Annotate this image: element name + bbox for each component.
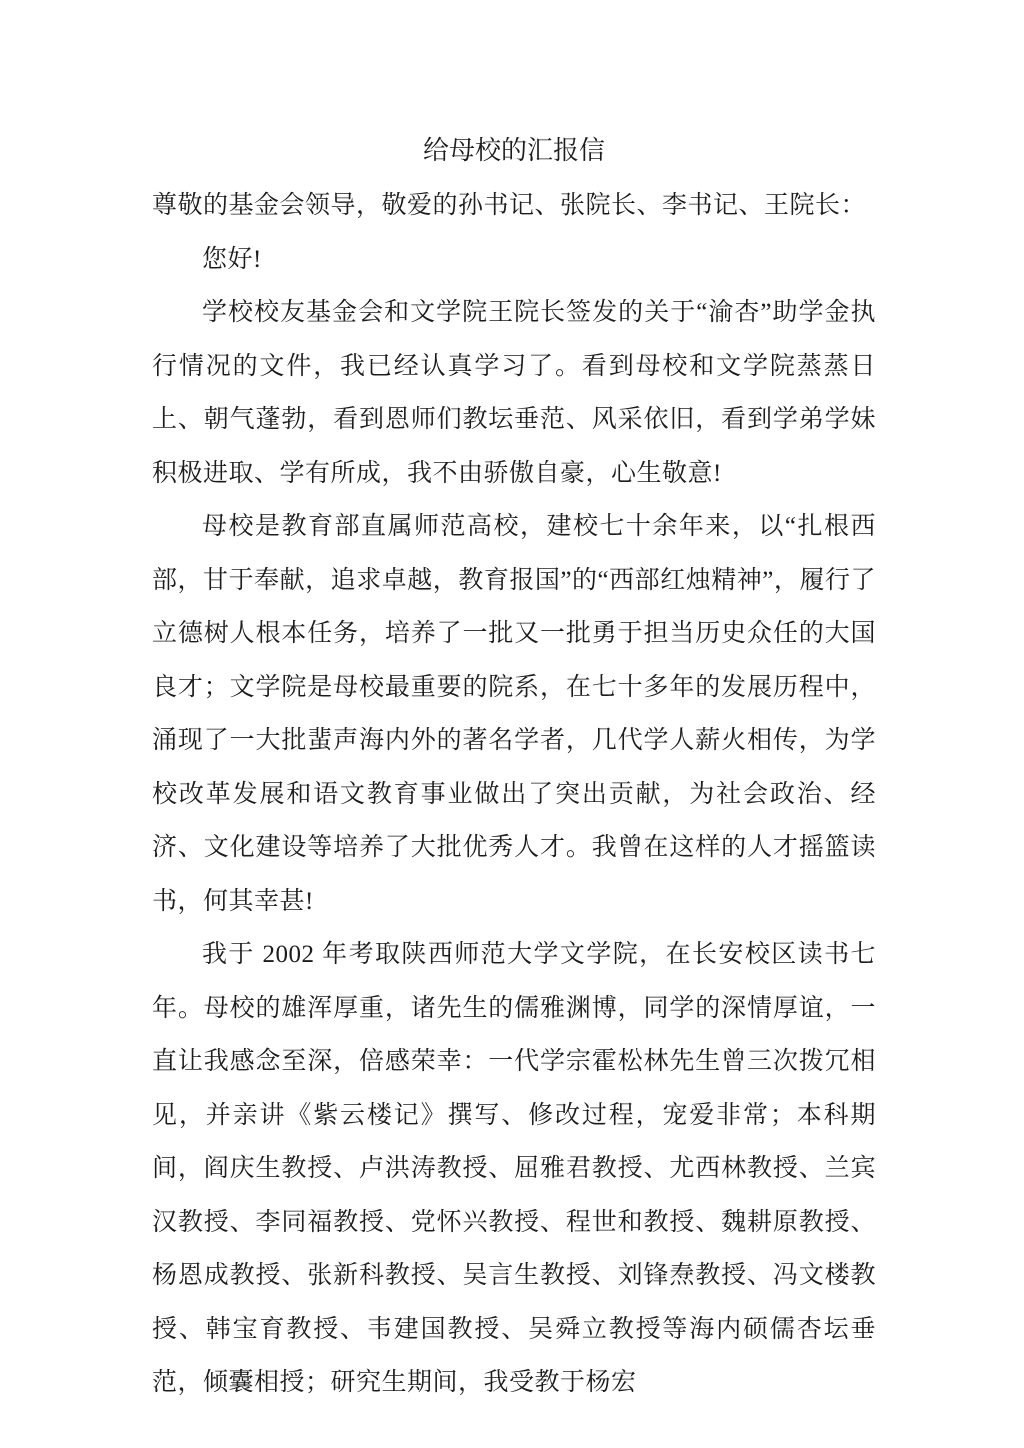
letter-paragraph-1: 学校校友基金会和文学院王院长签发的关于“渝杏”助学金执行情况的文件，我已经认真学习了。看到母校和文学院蒸蒸日上、朝气蓬勃，看到恩师们教坛垂范、风采依旧，看到学弟学妹积极进取、学有所成，我不由骄傲自豪，心生敬意! bbox=[152, 299, 876, 487]
letter-paragraph-3: 我于 2002 年考取陕西师范大学文学院，在长安校区读书七年。母校的雄浑厚重，诸先生的儒雅渊博，同学的深情厚谊，一直让我感念至深，倍感荣幸：一代学宗霍松林先生曾三次拨冗相见，并亲讲《紫云楼记》撰写、修改过程，宠爱非常；本科期间，阎庆生教授、卢洪涛教授、屈雅君教授、尤西林教授、兰宾汉教授、李同福教授、党怀兴教授、程世和教授、魏耕原教授、杨恩成教授、张新科教授、吴言生教授、刘锋焘教授、冯文楼教授、韩宝育教授、韦建国教授、吴舜立教授等海内硕儒杏坛垂范，倾囊相授；研究生期间，我受教于杨宏 bbox=[152, 941, 876, 1396]
letter-paragraph-2: 母校是教育部直属师范高校，建校七十余年来，以“扎根西部，甘于奉献，追求卓越，教育报国”的“西部红烛精神”，履行了立德树人根本任务，培养了一批又一批勇于担当历史众任的大国良才；文学院是母校最重要的院系，在七十多年的发展历程中，涌现了一大批蜚声海内外的著名学者，几代学人薪火相传，为学校改革发展和语文教育事业做出了突出贡献，为社会政治、经济、文化建设等培养了大批优秀人才。我曾在这样的人才摇篮读书，何其幸甚! bbox=[152, 513, 876, 915]
page-title: 给母校的汇报信 bbox=[422, 136, 605, 165]
letter-salutation: 尊敬的基金会领导，敬爱的孙书记、张院长、李书记、王院长： bbox=[152, 192, 867, 219]
letter-content bbox=[152, 123, 876, 1410]
letter-greeting: 您好! bbox=[202, 245, 262, 273]
